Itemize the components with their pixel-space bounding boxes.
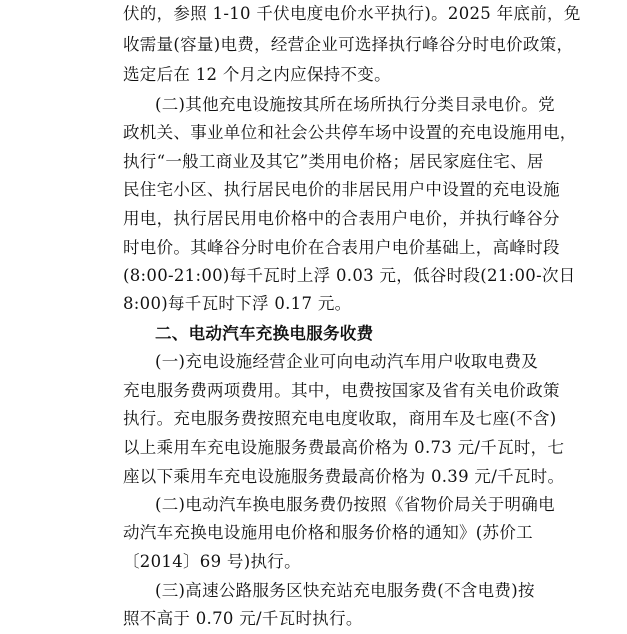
text-line: 用电，执行居民用电价格中的合表用户电价，并执行峰谷分 [123,209,560,228]
text-line: 执行“一般工商业及其它”类用电价格；居民家庭住宅、居 [123,152,544,171]
text-line: (8:00-21:00)每千瓦时上浮 0.03 元，低谷时段(21:00-次日 [123,266,576,285]
text-line: 时电价。其峰谷分时电价在合表用户电价基础上，高峰时段 [123,238,560,257]
text-line: 伏的，参照 1-10 千伏电度电价水平执行)。2025 年底前，免 [123,4,581,23]
text-line: (二)电动汽车换电服务费仍按照《省物价局关于明确电 [155,495,555,514]
section-heading: 二、电动汽车充换电服务收费 [155,324,374,343]
text-line: 充电服务费两项费用。其中，电费按国家及省有关电价政策 [123,381,560,400]
text-line: 政机关、事业单位和社会公共停车场中设置的充电设施用电， [123,123,577,142]
text-line: 选定后在 12 个月之内应保持不变。 [123,65,391,84]
text-line: 以上乘用车充电设施服务费最高价格为 0.73 元/千瓦时，七 [123,438,565,457]
text-line: 执行。充电服务费按照充电电度收取，商用车及七座(不含) [123,409,557,428]
text-line: 8:00)每千瓦时下浮 0.17 元。 [123,294,352,313]
text-line: (一)充电设施经营企业可向电动汽车用户收取电费及 [155,352,539,371]
text-line: (三)高速公路服务区快充站充电服务费(不含电费)按 [155,581,535,600]
text-line: 收需量(容量)电费，经营企业可选择执行峰谷分时电价政策， [123,35,574,54]
text-line: 照不高于 0.70 元/千瓦时执行。 [123,609,363,628]
text-line: 民住宅小区、执行居民电价的非居民用户中设置的充电设施 [123,180,560,199]
text-line: 动汽车充换电设施用电价格和服务价格的通知》(苏价工 [123,523,533,542]
text-line: (二)其他充电设施按其所在场所执行分类目录电价。党 [155,95,555,114]
text-line: 〔2014〕69 号)执行。 [123,552,301,571]
text-line: 座以下乘用车充电设施服务费最高价格为 0.39 元/千瓦时。 [123,467,565,486]
